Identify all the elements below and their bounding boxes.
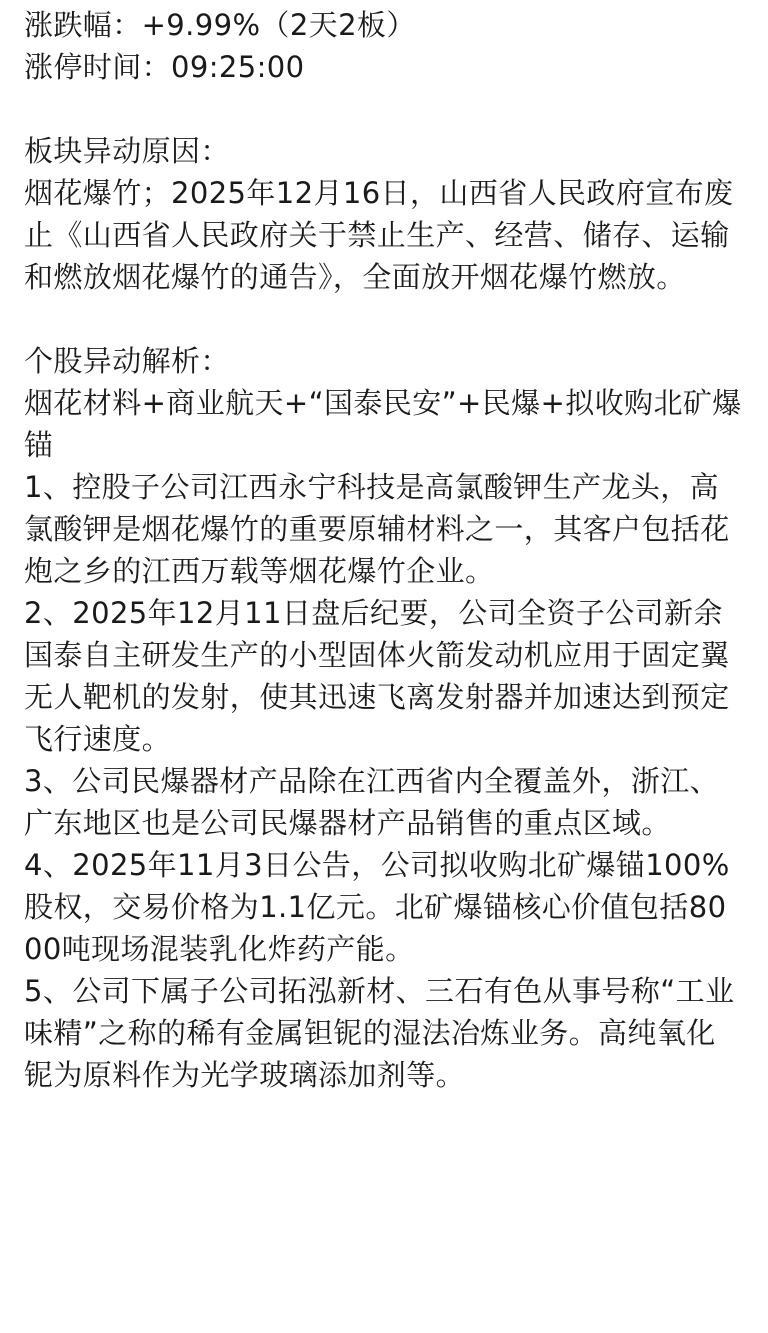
stock-analysis-title: 个股异动解析： [24,344,230,378]
limit-up-time-line: 涨停时间：09:25:00 [24,50,305,84]
change-pct-line: 涨跌幅：+9.99%（2天2板） [24,8,416,42]
analysis-point-1: 1、控股子公司江西永宁科技是高氯酸钾生产龙头，高氯酸钾是烟花爆竹的重要原辅材料之一，其客户包括花炮之乡的江西万载等烟花爆竹企业。 [24,470,730,588]
analysis-point-3: 3、公司民爆器材产品除在江西省内全覆盖外，浙江、广东地区也是公司民爆器材产品销售的重点区域。 [24,764,720,840]
analysis-point-5: 5、公司下属子公司拓泓新材、三石有色从事号称“工业味精”之称的稀有金属钽铌的湿法冶炼业务。高纯氧化铌为原料作为光学玻璃添加剂等。 [24,974,735,1092]
spacer [24,88,744,130]
analysis-point-4: 4、2025年11月3日公告，公司拟收购北矿爆锚100%股权，交易价格为1.1亿元。北矿爆锚核心价值包括8000吨现场混装乳化炸药产能。 [24,848,730,966]
stock-analysis-summary: 烟花材料+商业航天+“国泰民安”+民爆+拟收购北矿爆锚 [24,386,742,462]
sector-reason-title: 板块异动原因： [24,134,230,168]
spacer [24,298,744,340]
analysis-point-2: 2、2025年12月11日盘后纪要，公司全资子公司新余国泰自主研发生产的小型固体火箭发动机应用于固定翼无人靶机的发射，使其迅速飞离发射器并加速达到预定飞行速度。 [24,596,730,756]
sector-reason-text: 烟花爆竹；2025年12月16日，山西省人民政府宣布废止《山西省人民政府关于禁止生产、经营、储存、运输和燃放烟花爆竹的通告》，全面放开烟花爆竹燃放。 [24,176,734,294]
